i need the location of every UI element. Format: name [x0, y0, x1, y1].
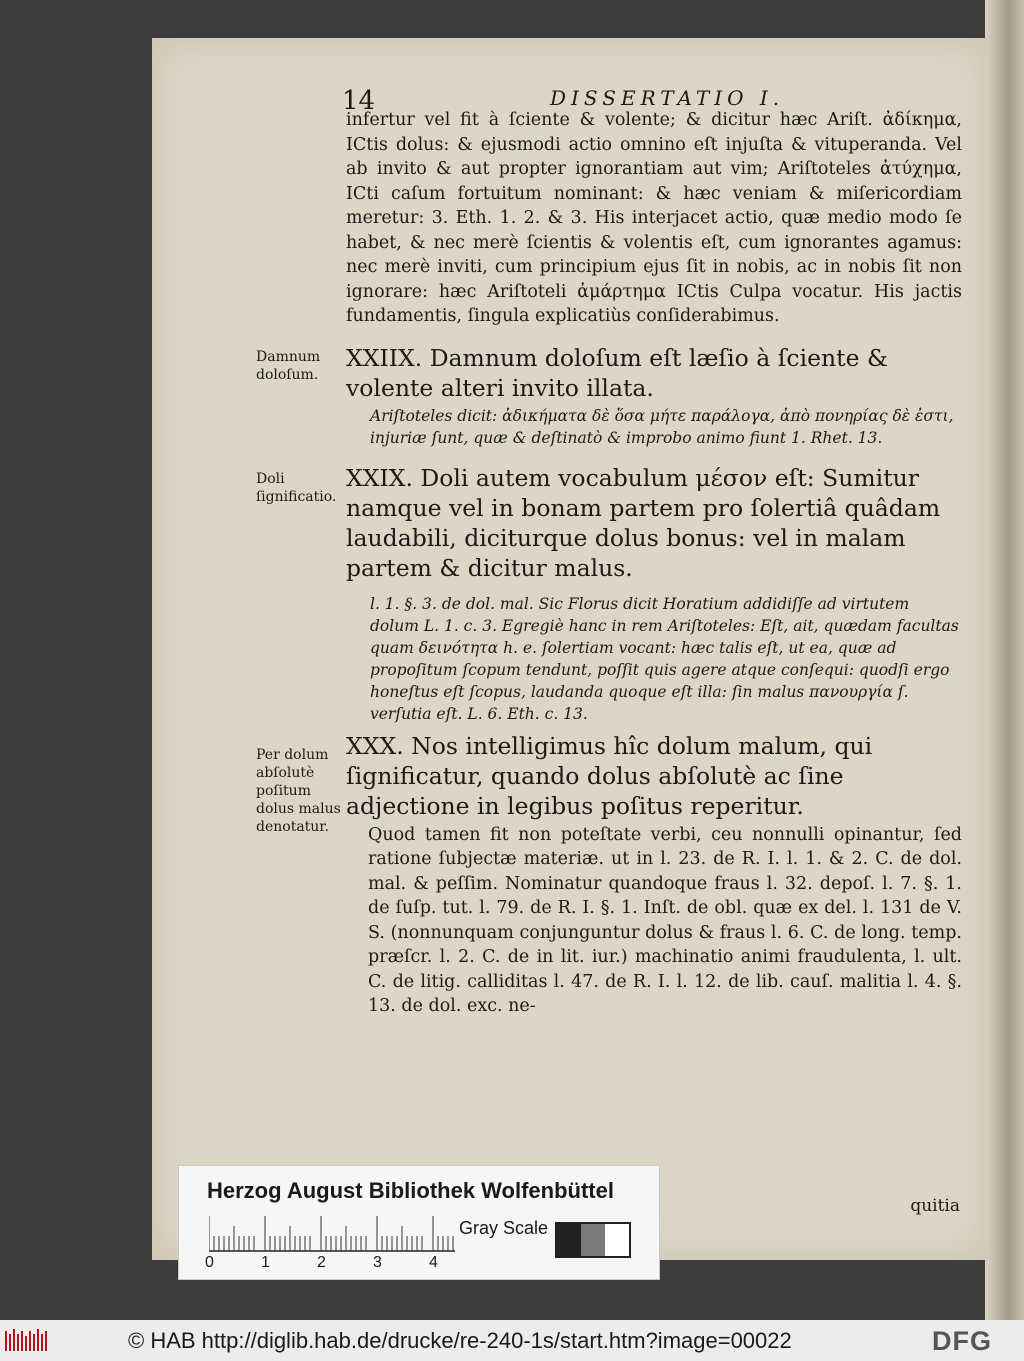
book-page	[152, 38, 988, 1260]
swatch-white	[605, 1224, 629, 1256]
running-title: DISSERTATIO I.	[550, 86, 785, 110]
ruler-digit-3: 3	[373, 1254, 382, 1271]
swatch-mid-gray	[581, 1224, 605, 1256]
swatch-black	[557, 1224, 581, 1256]
ruler-digit-2: 2	[317, 1254, 326, 1271]
facing-page-edge	[985, 0, 1024, 1320]
sidenote-doli: Doli ſignificatio.	[256, 471, 337, 505]
ruler-digit-1: 1	[261, 1254, 270, 1271]
measurement-ruler	[209, 1216, 455, 1252]
section-xxiix: XXIIX. Damnum doloſum eſt læſio à ſciente & volente alteri invito illata.	[346, 343, 888, 402]
paragraph-intro: infertur vel fit à ſciente & volente; & dicitur hæc Ariſt. ἀδίκημα, ICtis dolus: & ejusmodi actio omnino eſt injuſta & vituperanda. Vel ab invito & aut propter ignorantiam aut vim; Ariſtoteles ἀτύχημα, ICti caſum fortuitum nominant: & hæc veniam & miſericordiam meretur: 3. Eth. 1. 2. & 3. His interjacet actio, quæ medio modo ſe habet, & nec merè ſcientis & volentis eſt, cum ignorantes agamus: nec merè inviti, cum principium ejus ſit in nobis, ac in nobis ſit non ignorare: hæc Ariſtoteli ἁμάρτημα ICtis Culpa vocatur. His jactis fundamentis, ſingula explicatiùs conſiderabimus.	[346, 110, 962, 326]
main-text	[346, 108, 962, 1019]
catchword: quitia	[910, 1196, 960, 1216]
dfg-logo: DFG	[932, 1326, 992, 1356]
gray-scale-label: Gray Scale	[459, 1218, 549, 1238]
section-xxix: XXIX. Doli autem vocabulum μέσον eſt: Sumitur namque vel in bonam partem pro ſolertiâ quâdam laudabili, diciturque dolus bonus: vel in malam partem & dicitur malus.	[346, 463, 941, 582]
note-xxix: l. 1. §. 3. de dol. mal. Sic Florus dicit Horatium addidiſſe ad virtutem dolum L. 1. c. 3. Egregiè hanc in rem Ariſtoteles: Eſt, ait, quædam facultas quam δεινότητα h. e. ſolertiam vocant: hæc talis eſt, ut ea, quæ ad propoſitum ſcopum tendunt, poſſit quis agere atque conſequi: quodſi ergo honeſtus eſt ſcopus, laudanda quoque eſt illa: ſin malus πανουργία ſ. verſutia eſt. L. 6. Eth. c. 13.	[370, 594, 959, 723]
section-xxx: XXX. Nos intelligimus hîc dolum malum, qui ſignificatur, quando dolus abſolutè ac ſine adjectione in legibus poſitus reperitur.	[346, 731, 873, 820]
hab-logo-icon	[4, 1328, 48, 1354]
ruler-digits	[205, 1254, 455, 1274]
footer-credit-link[interactable]: © HAB http://diglib.hab.de/drucke/re-240-1s/start.htm?image=00022	[128, 1328, 792, 1353]
gray-scale-swatches	[555, 1222, 631, 1258]
color-reference-plate	[178, 1165, 660, 1280]
note-xxiix: Ariſtoteles dicit: ἀδικήματα δὲ ὅσα μήτε παράλογα, ἀπὸ πονηρίας δὲ ἐστι, injuriæ ſunt, quæ & deſtinatò & improbo animo fiunt 1. Rhet. 13.	[370, 406, 954, 447]
ruler-digit-0: 0	[205, 1254, 214, 1271]
page-number: 14	[342, 86, 376, 116]
footer-bar	[0, 1320, 1024, 1361]
ruler-digit-4: 4	[429, 1254, 438, 1271]
sidenote-per-dolum: Per dolum abſolutè poſitum dolus malus denotatur.	[256, 747, 341, 835]
sidenote-damnum: Damnum doloſum.	[256, 349, 321, 383]
library-name: Herzog August Bibliothek Wolfenbüttel	[207, 1178, 614, 1203]
paragraph-xxx: Quod tamen fit non poteſtate verbi, ceu nonnulli opinantur, ſed ratione ſubjectæ materiæ. ut in l. 23. de R. I. l. 1. & 2. C. de dol. mal. & peſſim. Nominatur quandoque fraus l. 32. depoſ. l. 7. §. 1. de ſuſp. tut. l. 79. de R. I. §. 1. Inſt. de obl. quæ ex del. l. 131 de V. S. (nonnunquam conjunguntur dolus & fraus l. 6. C. de long. temp. præſcr. l. 2. C. de in lit. iur.) machinatio animi fraudulenta, l. ult. C. de litig. calliditas l. 47. de R. I. l. 12. de lib. cauſ. malitia l. 4. §. 13. de dol. exc. ne-	[368, 824, 962, 1016]
